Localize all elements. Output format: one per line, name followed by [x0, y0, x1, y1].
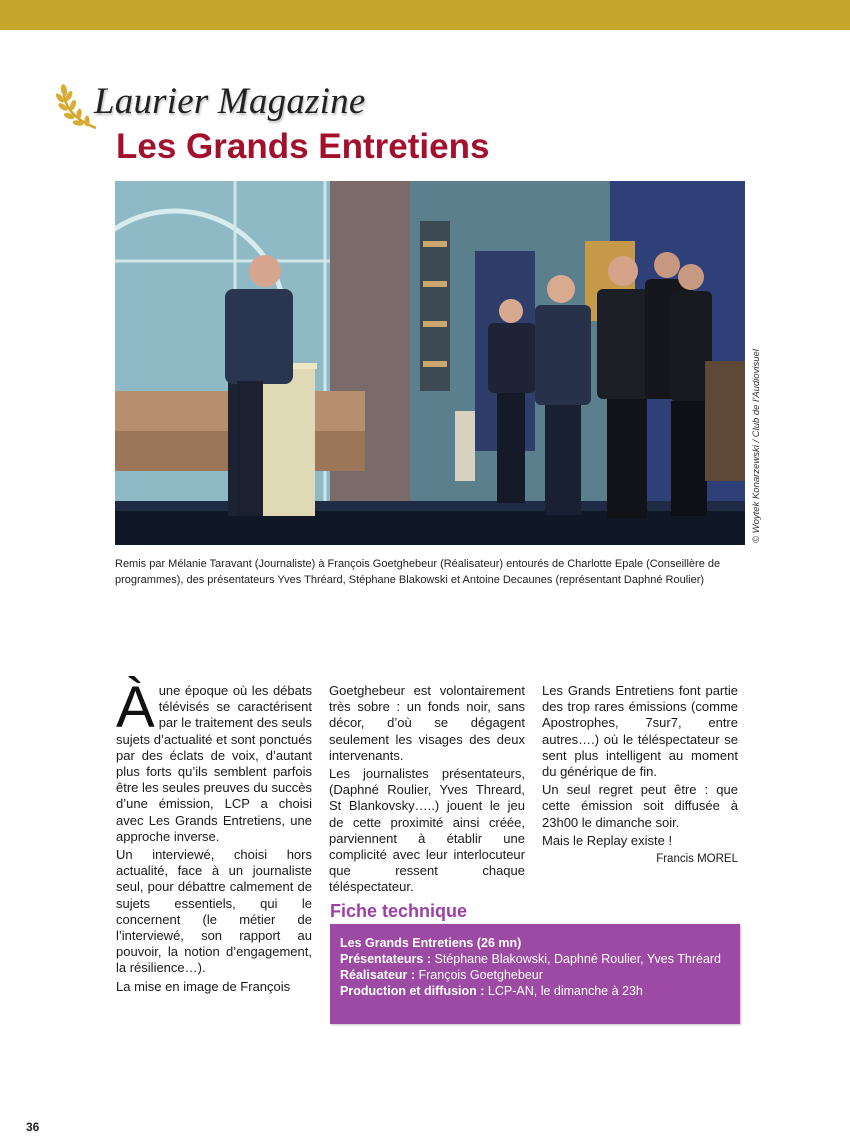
fiche-realisateur-label: Réalisateur : [340, 968, 416, 982]
fiche-presentateurs-value: Stéphane Blakowski, Daphné Roulier, Yves Thréard [431, 952, 722, 966]
article-paragraph: Àune époque où les débats télévisés se caractérisent par le traitement des seuls sujets d’actualité et sont ponctués par des éclats de voix, d’autant plus forts qu’ils semblent parfois être les seules preuves du succès d’une émission, LCP a choisi avec Les Grands Entretiens, une approche inverse. [116, 675, 312, 844]
article-column-3 [542, 683, 738, 867]
magazine-title: Laurier Magazine [94, 81, 366, 122]
drop-cap: À [116, 675, 155, 740]
article-paragraph: Un interviewé, choisi hors actualité, face à un journaliste seul, pour débattre calmement de sujets essentiels, qui le concernent (le métier de l’interviewé, son rapport au pouvoir, la notion d’engagement, la résilience…). [116, 847, 312, 976]
event-photo [115, 181, 745, 545]
fiche-production-value: LCP-AN, le dimanche à 23h [484, 984, 643, 998]
author-signature: Francis MOREL [656, 853, 738, 866]
photo-credit: © Woytek Konarzewski / Club de l’Audiovisuel [751, 349, 762, 543]
top-gold-bar [0, 0, 850, 30]
fiche-technique-box [330, 924, 740, 1024]
article-paragraph: La mise en image de François [116, 978, 291, 994]
fiche-production-label: Production et diffusion : [340, 984, 485, 998]
fiche-realisateur-value: François Goetghebeur [415, 968, 543, 982]
article-paragraph: Les Grands Entretiens font partie des trop rares émissions (comme Apostrophes, 7sur7, entre autres….) où le téléspectateur se sent plus intelligent au moment du générique de fin. [542, 683, 738, 780]
article-column-1 [116, 675, 312, 997]
article-title: Les Grands Entretiens [116, 127, 490, 166]
article-paragraph: Un seul regret peut être : que cette émission soit diffusée à 23h00 le dimanche soir. [542, 782, 738, 830]
fiche-presentateurs-label: Présentateurs : [340, 952, 432, 966]
article-paragraph: Les journalistes présentateurs, (Daphné Roulier, Yves Threard, St Blankovsky…..) jouent le jeu de cette proximité ainsi créée, parviennent à établir une complicité avec leur interlocuteur que ressent chaque téléspectateur. [329, 766, 525, 895]
article-paragraph: Goetghebeur est volontairement très sobre : un fonds noir, sans décor, d’où se dégagent seulement les visages des deux intervenants. [329, 683, 525, 763]
article-paragraph: Mais le Replay existe ! [542, 832, 673, 848]
fiche-show-title: Les Grands Entretiens (26 mn) [340, 936, 522, 950]
page-number: 36 [26, 1120, 40, 1134]
fiche-technique-title: Fiche technique [330, 901, 468, 921]
photo-caption: Remis par Mélanie Taravant (Journaliste) à François Goetghebeur (Réalisateur) entourés de Charlotte Epale (Conseillère de programmes), des présentateurs Yves Thréard, Stéphane Blakowski et Antoine Decaunes (représentant Daphné Roulier) [115, 558, 721, 586]
article-column-2 [329, 683, 525, 898]
